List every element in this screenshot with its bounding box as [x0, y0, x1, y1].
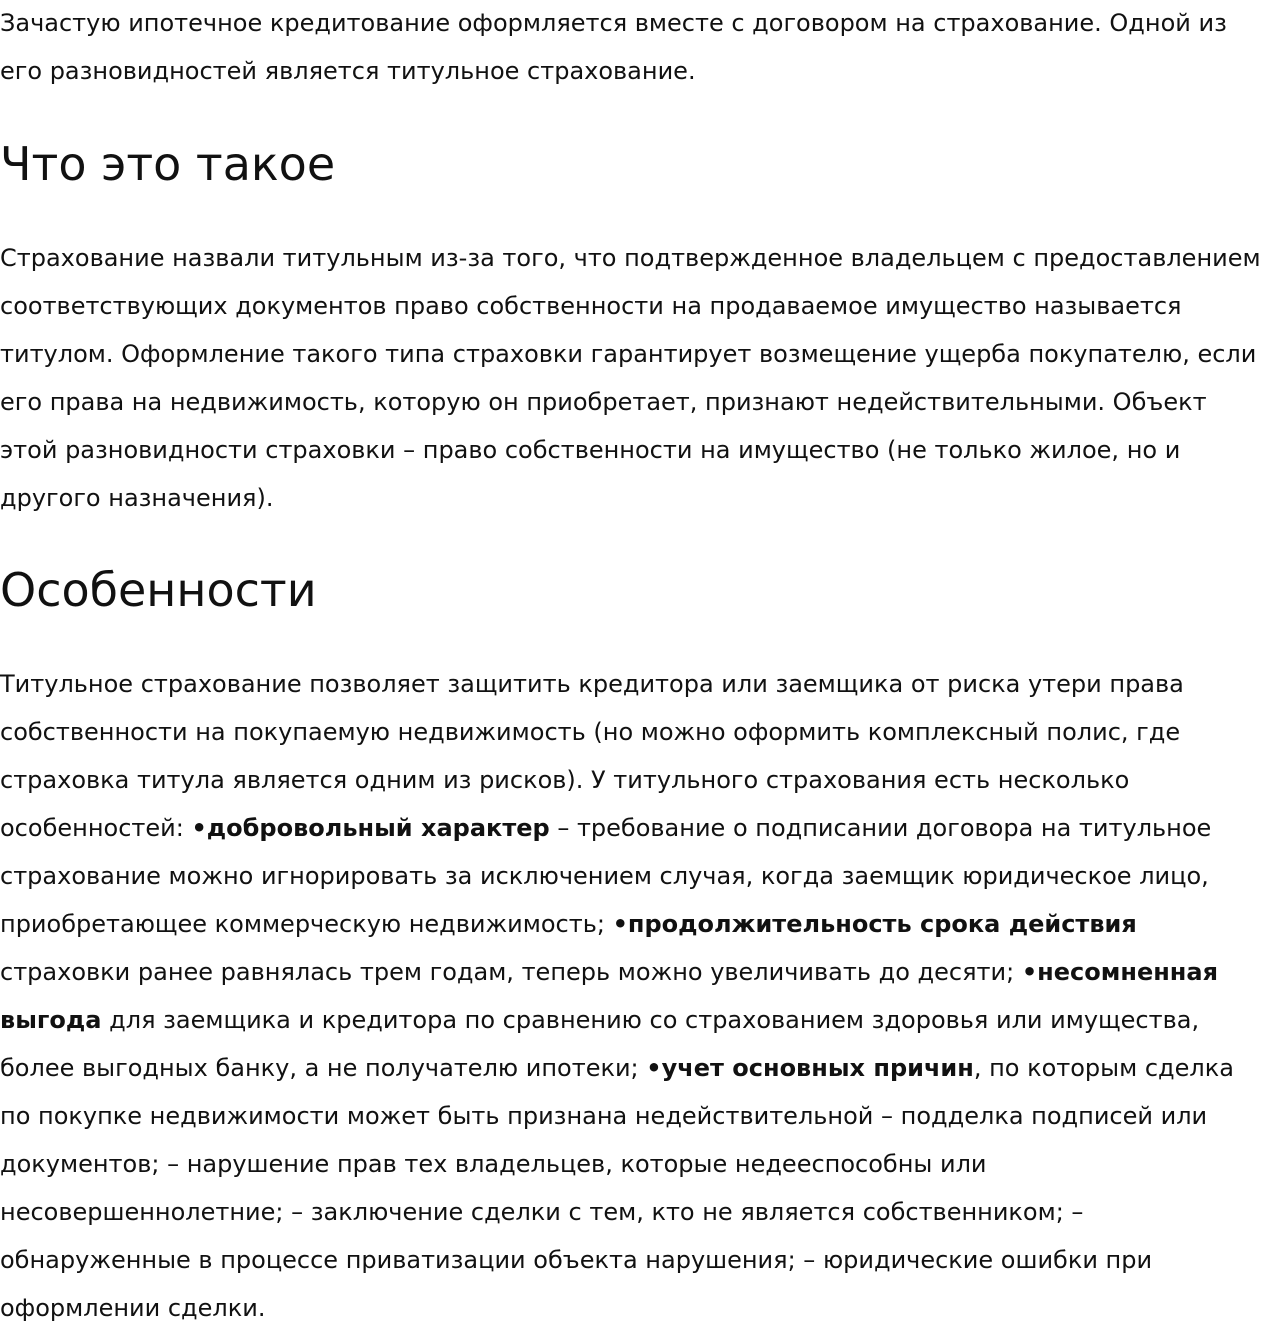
feature-duration-text: страховки ранее равнялась трем годам, теперь можно увеличивать до десяти; — [0, 958, 1022, 986]
heading-what-is-it: Что это такое — [0, 137, 336, 191]
feature-causes-text: , по которым сделка по покупке недвижимости может быть признана недействительной – подделка подписей или документов; – нарушение прав тех владельцев, которые недееспособны или несовершеннолетние; – заключение сделки с тем, кто не является собственником; – обнаруженные в процессе приватизации объекта нарушения; – юридические ошибки при оформлении сделки. — [0, 1054, 1234, 1322]
features-paragraph — [0, 660, 1270, 1332]
what-is-it-paragraph: Страхование назвали титульным из-за того, что подтвержденное владельцем с предоставлением соответствующих документов право собственности на продаваемое имущество называется титулом. Оформление такого типа страховки гарантирует возмещение ущерба покупателю, если его права на недвижимость, которую он приобретает, признают недействительными. Объект этой разновидности страховки – право собственности на имущество (не только жилое, но и другого назначения). — [0, 244, 1261, 512]
feature-voluntary-title: •добровольный характер — [191, 814, 550, 842]
intro-paragraph: Зачастую ипотечное кредитование оформляется вместе с договором на страхование. Одной из его разновидностей является титульное страхование. — [0, 9, 1227, 85]
feature-benefit-title: •несомненная выгода — [0, 958, 1218, 1034]
heading-features: Особенности — [0, 563, 317, 617]
feature-causes-title: •учет основных причин — [646, 1054, 974, 1082]
feature-benefit-text: для заемщика и кредитора по сравнению со страхованием здоровья или имущества, более выгодных банку, а не получателю ипотеки; — [0, 1006, 1200, 1082]
features-lead-text: Титульное страхование позволяет защитить кредитора или заемщика от риска утери права собственности на покупаемую недвижимость (но можно оформить комплексный полис, где страховка титула является одним из рисков). У титульного страхования есть несколько особенностей: — [0, 670, 1184, 842]
feature-duration-title: •продолжительность срока действия — [612, 910, 1137, 938]
feature-voluntary-text: – требование о подписании договора на титульное страхование можно игнорировать за исключением случая, когда заемщик юридическое лицо, приобретающее коммерческую недвижимость; — [0, 814, 1212, 938]
